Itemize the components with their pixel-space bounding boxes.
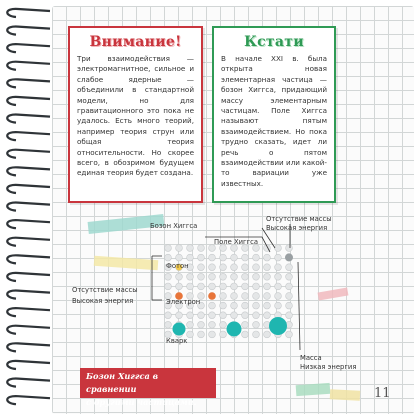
label-higgs-field: Поле Хиггса (214, 238, 259, 246)
label-high-energy-top: Высокая энергия (266, 224, 328, 232)
caption-line-2: с другими частицами. (86, 397, 197, 407)
label-photon: Фотон (166, 262, 189, 270)
label-no-mass-top: Отсутствие массы (266, 215, 332, 223)
warning-title: Внимание! (89, 34, 182, 50)
label-no-mass-left: Отсутствие массы (72, 286, 138, 294)
aside-title: Кстати (244, 34, 304, 50)
label-mass: Масса (300, 354, 322, 362)
caption-banner (80, 368, 216, 407)
page-number: 11 (374, 386, 391, 401)
aside-text: В начале XXI в. была открыта новая элементарная частица — бозон Хиггса, придающий массу элементарным частицам. Поле Хиггса называют пятым взаимодействием. Но пока трудно сказать, идет ли речь о пятом взаимодействии или какой-то вариации уже известных. (221, 54, 327, 188)
label-high-energy-left: Высокая энергия (72, 297, 134, 305)
warning-text: Три взаимодействия — электромагнитное, сильное и слабое ядерные — объединили в стандартной модели, но для гравитационного это пока не удалось. Есть много теорий, например теория струн или общая теория относительности. Но скорее всего, в обозримом будущем единая теория будет создана. (77, 54, 194, 178)
label-electron: Электрон (166, 298, 201, 306)
caption-line-1: Бозон Хиггса в сравнении (86, 371, 158, 394)
label-quark: Кварк (166, 337, 188, 345)
label-higgs-boson: Бозон Хиггса (150, 222, 198, 230)
label-low-energy: Низкая энергия (300, 363, 357, 371)
